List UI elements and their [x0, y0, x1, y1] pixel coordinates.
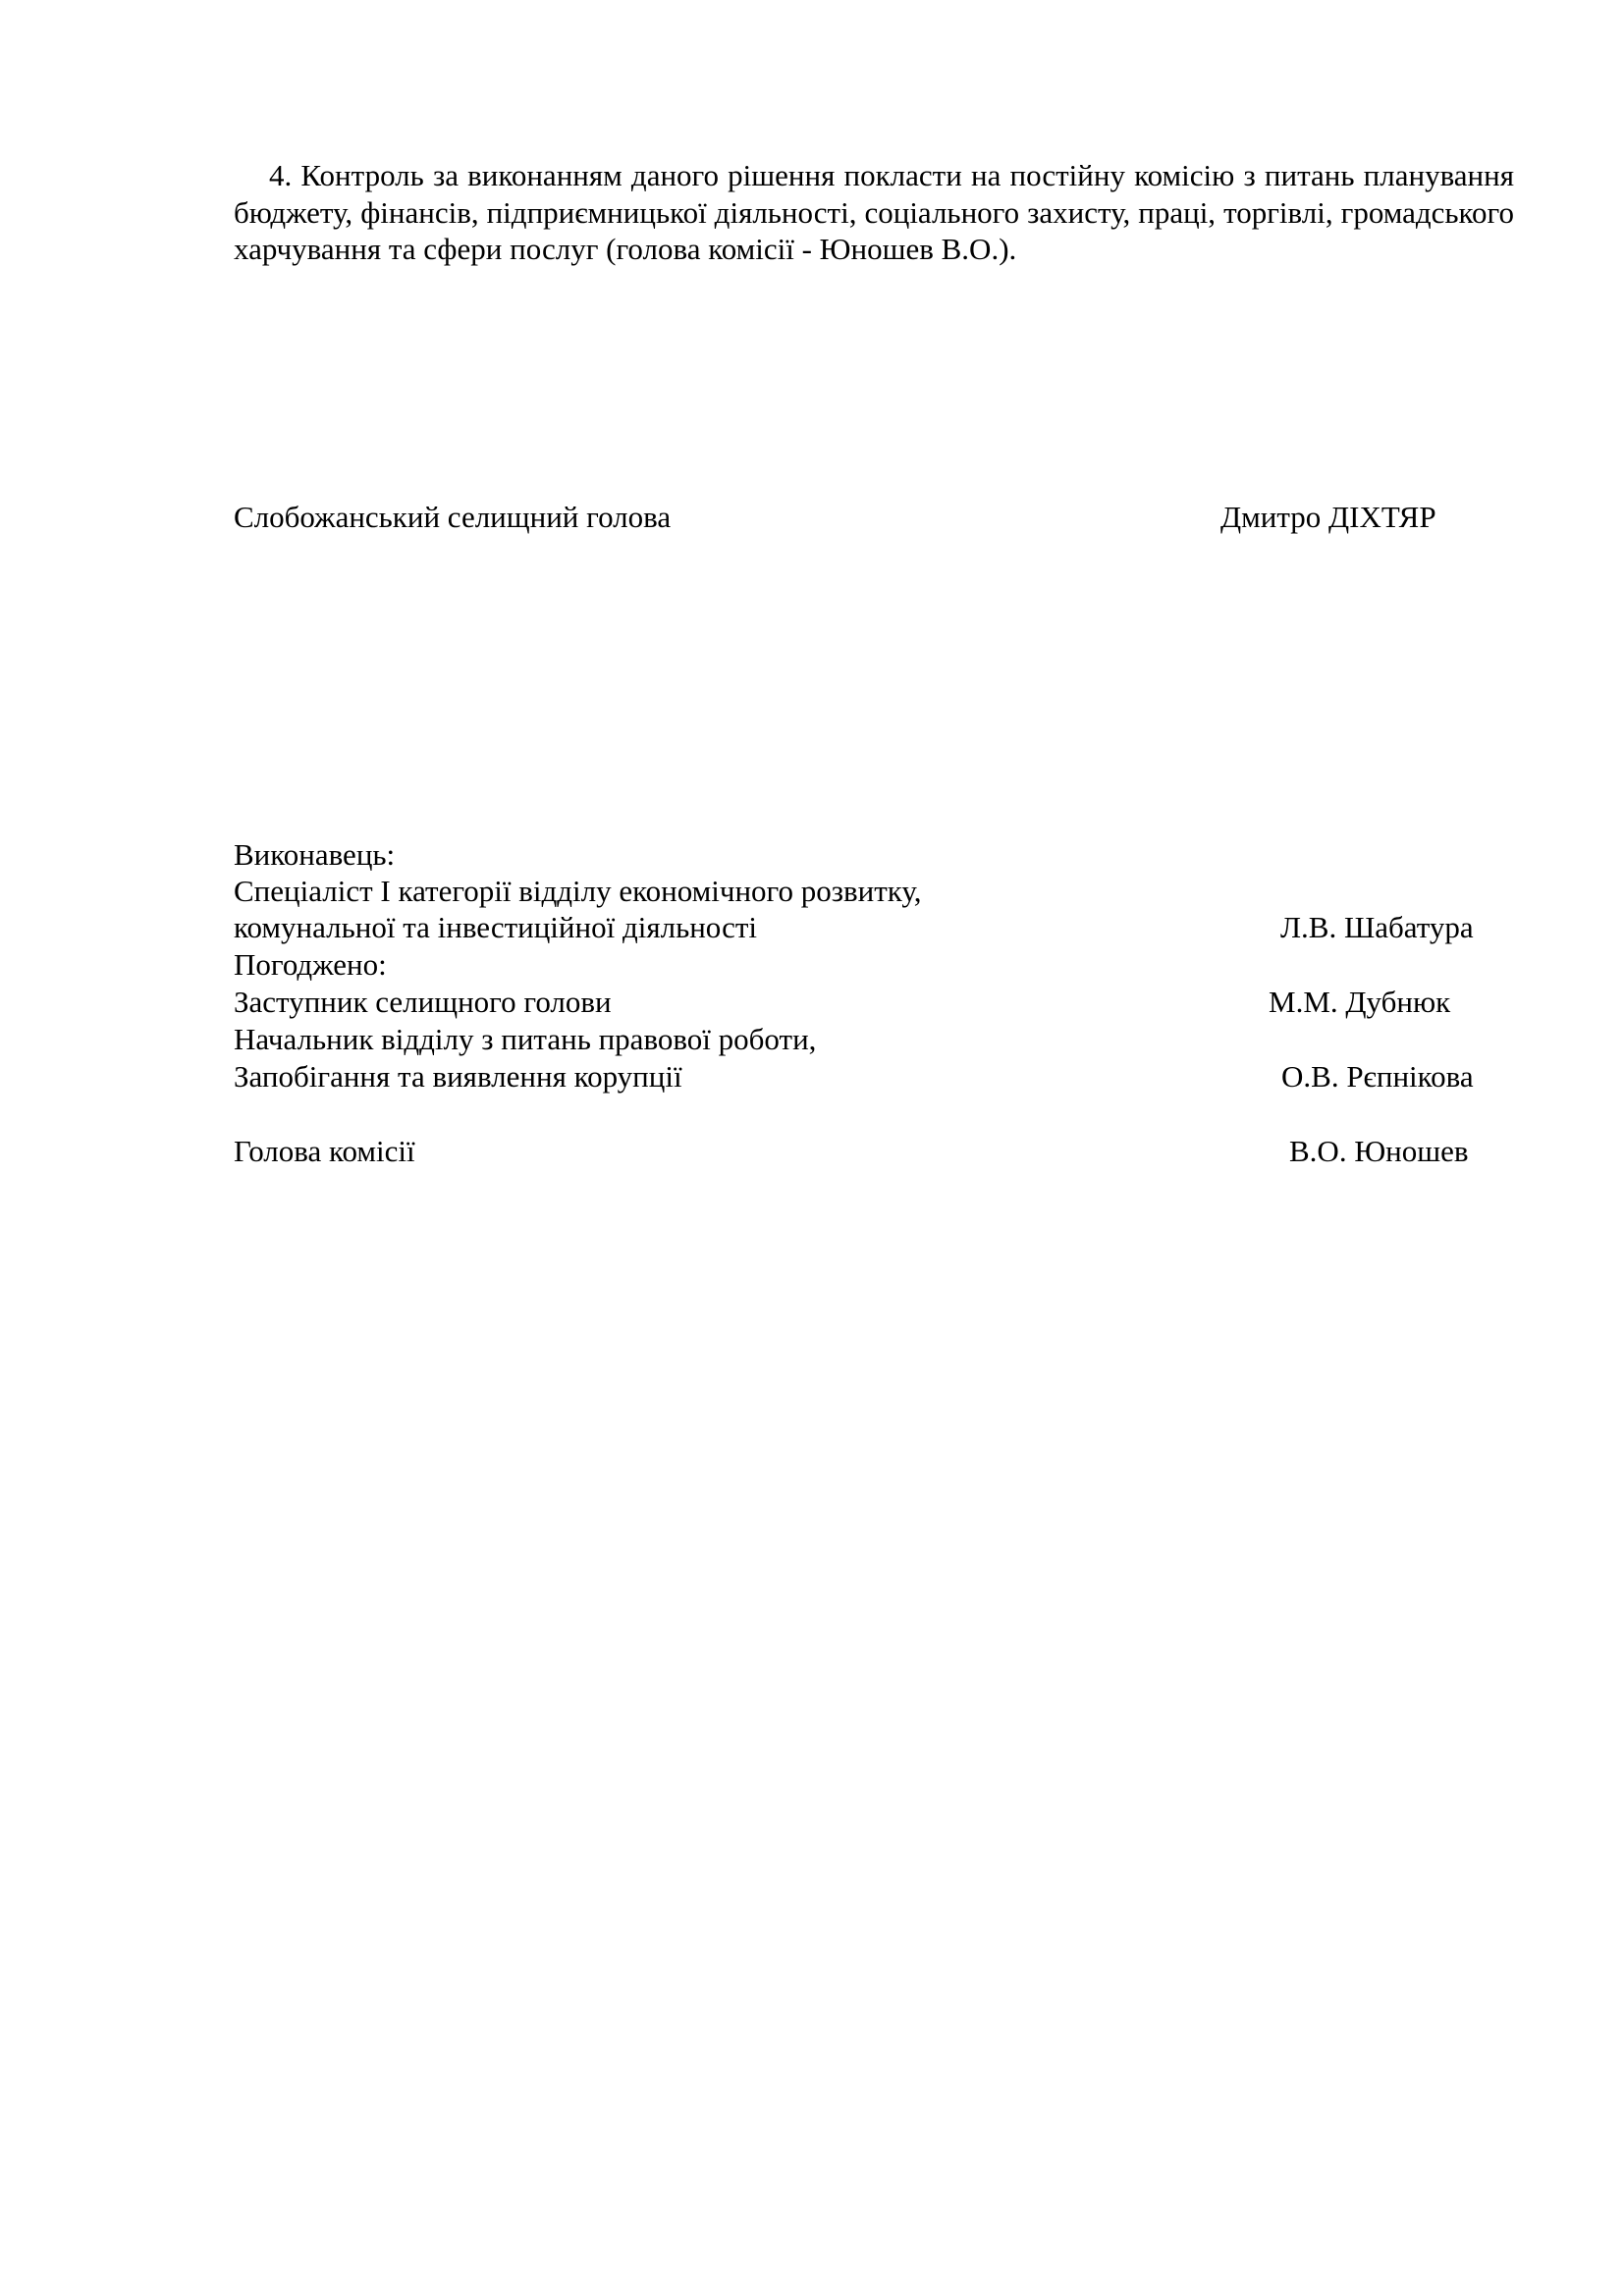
- deputy-name: М.М. Дубнюк: [1269, 985, 1451, 1019]
- executor-name: Л.В. Шабатура: [1280, 910, 1474, 944]
- commission-position: Голова комісії: [234, 1134, 415, 1168]
- legal-position-line1: Начальник відділу з питань правової роботи,: [234, 1022, 817, 1056]
- legal-name: О.В. Рєпнікова: [1281, 1059, 1474, 1094]
- legal-signature-row: [234, 1058, 1514, 1095]
- executor-signature-row: [234, 909, 1514, 945]
- agreed-heading: Погоджено:: [234, 947, 387, 982]
- commission-name: В.О. Юношев: [1289, 1134, 1469, 1168]
- head-name: Дмитро ДІХТЯР: [1220, 500, 1436, 534]
- executor-heading: Виконавець:: [234, 837, 396, 872]
- legal-position-line2: Запобігання та виявлення корупції: [234, 1059, 682, 1094]
- head-position: Слобожанський селищний голова: [234, 500, 672, 534]
- deputy-signature-row: [234, 984, 1514, 1020]
- deputy-position: Заступник селищного голови: [234, 985, 612, 1019]
- executor-position-line1: Спеціаліст І категорії відділу економічного розвитку,: [234, 874, 922, 908]
- commission-signature-row: [234, 1133, 1514, 1169]
- head-signature-row: [234, 499, 1514, 535]
- control-clause-paragraph: 4. Контроль за виконанням даного рішення покласти на постійну комісію з питань планування бюджету, фінансів, підприємницької діяльності, соціального захисту, праці, торгівлі, громадського харчування та сфери послуг (голова комісії - Юношев В.О.).: [234, 158, 1514, 266]
- executor-position-line2: комунальної та інвестиційної діяльності: [234, 910, 757, 944]
